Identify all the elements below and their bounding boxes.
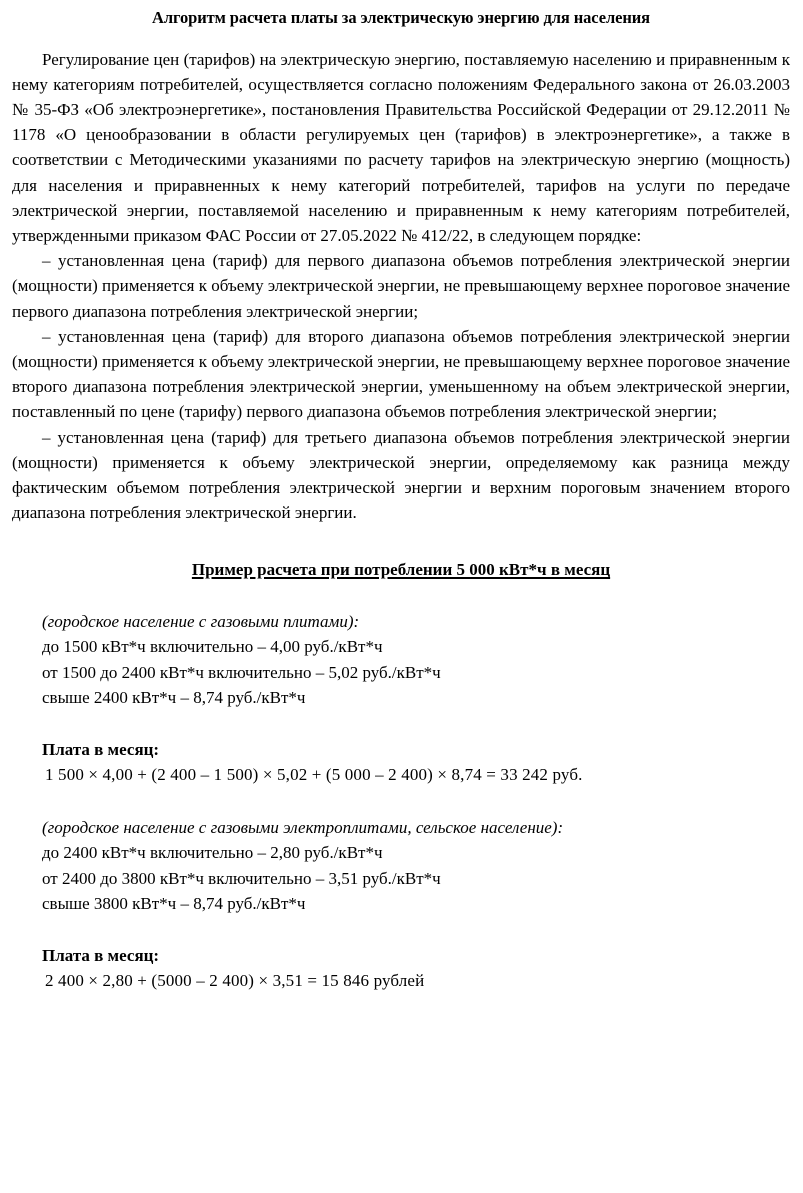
example-2-caption: (городское население с газовыми электроплитами, сельское население): bbox=[42, 817, 564, 837]
example-2-payment-formula: 2 400 × 2,80 + (5000 – 2 400) × 3,51 = 15 846 рублей bbox=[45, 971, 425, 991]
example-1-payment-formula: 1 500 × 4,00 + (2 400 – 1 500) × 5,02 + (5 000 – 2 400) × 8,74 = 33 242 руб. bbox=[45, 765, 583, 785]
example-2-tariff-line-2: от 2400 до 3800 кВт*ч включительно – 3,51 руб./кВт*ч bbox=[42, 868, 441, 888]
example-1-caption: (городское население с газовыми плитами): bbox=[42, 611, 360, 631]
clause-paragraph-2: – установленная цена (тариф) для второго диапазона объемов потребления электрической энергии (мощности) применяется к объему электрической энергии, не превышающему верхнее пороговое значение второго диапазона потребления электрической энергии, уменьшенному на объем электрической энергии, поставленный по цене (тарифу) первого диапазона объемов потребления электрической энергии; bbox=[12, 326, 790, 422]
example-2-payment-label: Плата в месяц: bbox=[42, 945, 160, 965]
example-1-tariff-line-2: от 1500 до 2400 кВт*ч включительно – 5,02 руб./кВт*ч bbox=[42, 662, 441, 682]
intro-paragraph: Регулирование цен (тарифов) на электрическую энергию, поставляемую населению и приравненным к нему категориям потребителей, осуществляется согласно положениям Федерального закона от 26.03.2003 № 35-ФЗ «Об электроэнергетике», постановления Правительства Российской Федерации от 29.12.2011 № 1178 «О ценообразовании в области регулируемых цен (тарифов) в электроэнергетике», а также в соответствии с Методическими указаниями по расчету тарифов на электрическую энергию (мощность) для населения и приравненных к нему категорий потребителей, тарифов на услуги по передаче электрической энергии, поставляемой населению и приравненным к нему категориям потребителей, утвержденными приказом ФАС России от 27.05.2022 № 412/22, в следующем порядке: bbox=[12, 49, 790, 246]
example-2-tariff-line-1: до 2400 кВт*ч включительно – 2,80 руб./кВт*ч bbox=[42, 843, 383, 863]
document-body bbox=[12, 47, 790, 526]
example-1-tariff-line-3: свыше 2400 кВт*ч – 8,74 руб./кВт*ч bbox=[42, 688, 306, 708]
page-title: Алгоритм расчета платы за электрическую энергию для населения bbox=[152, 8, 650, 27]
example-block-1 bbox=[42, 609, 790, 711]
clause-paragraph-1: – установленная цена (тариф) для первого диапазона объемов потребления электрической энергии (мощности) применяется к объему электрической энергии, не превышающему верхнее пороговое значение первого диапазона потребления электрической энергии; bbox=[12, 251, 790, 321]
example-block-2 bbox=[42, 815, 790, 917]
example-1-payment-label: Плата в месяц: bbox=[42, 739, 160, 759]
example-2-tariff-line-3: свыше 3800 кВт*ч – 8,74 руб./кВт*ч bbox=[42, 894, 306, 914]
example-section-heading bbox=[12, 559, 790, 581]
example-1-tariff-line-1: до 1500 кВт*ч включительно – 4,00 руб./кВт*ч bbox=[42, 637, 383, 657]
clause-paragraph-3: – установленная цена (тариф) для третьего диапазона объемов потребления электрической энергии (мощности) применяется к объему электрической энергии, определяемому как разница между фактическим объемом потребления электрической энергии и верхним пороговым значением второго диапазона потребления электрической энергии. bbox=[12, 427, 790, 523]
examples-section bbox=[12, 609, 790, 994]
example-2-payment bbox=[42, 943, 790, 994]
example-1-payment bbox=[42, 737, 790, 788]
example-section-heading-text: Пример расчета при потреблении 5 000 кВт*ч в месяц bbox=[191, 560, 611, 580]
